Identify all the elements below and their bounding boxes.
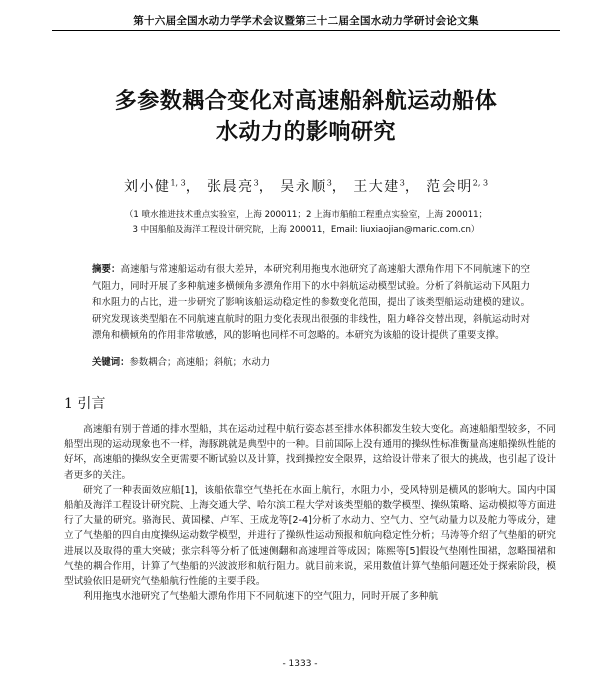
page-number: - 1333 - [282,659,318,669]
paragraph: 高速船有别于普通的排水型船，其在运动过程中航行姿态甚至排水体积都发生较大变化。高速船船型较多，不同船型出现的运动现象也不一样，海豚跳就是典型中的一种。目前国际上没有通用的操纵性标准衡量高速船操纵性能的好坏，高速船的操纵安全更需要不断试验以及计算，找到操控安全限界，这给设计带来了很大的挑战，也引起了设计者更多的关注。 [64,424,556,481]
running-header: 第十六届全国水动力学学术会议暨第三十二届全国水动力学研讨会论文集 [133,15,479,27]
author-affil-sup: 3 [326,178,332,188]
keywords-label: 关键词： [92,357,130,368]
abstract [92,262,530,345]
affiliation-line-2: 3 中国船舶及海洋工程设计研究院，上海 200011，Email: liuxiaojian@maric.com.cn） [132,225,480,235]
affiliations [60,208,552,238]
author-list: 刘小健$^{1, 3}$， 张晨亮$^3$， 吴永顺$^3$， 王大建$^3$， 范会明$^{2, 3}$ [123,178,489,195]
title-line-1: 多参数耦合变化对高速船斜航运动船体 [114,89,498,114]
affiliation-line-1: （1 喷水推进技术重点实验室，上海 200011；2 上海市船舶工程重点实验室，上海 200011； [124,210,488,220]
author-affil-sup: 2, 3 [472,178,489,188]
header-rule [52,30,560,31]
author-name: 范会明 [426,179,473,195]
section-heading-introduction: 1 引言 [64,396,106,412]
paragraph: 研究了一种表面效应船[1]，该船依靠空气垫托在水面上航行，水阻力小，受风特别是横风的影响大。国内中国船舶及海洋工程设计研究院、上海交通大学、哈尔滨工程大学对该类型船的数学模型、操纵策略、运动模拟等方面进行了大量的研究。骆海民、黄国樑、卢军、王成龙等[2-4]分析了水动力、空气力、空气动量力以及舵力等成分，建立了气垫船的四自由度操纵运动数学模型，并进行了操纵性运动预报和航向稳定性分析；马涛等介绍了气垫船的研究进展以及取得的重大突破；张宗科等分析了低速侧翻和高速埋首等成因；陈熙等[5]假设气垫刚性围裙，忽略围裙和气垫的耦合作用，计算了气垫船的兴波波形和航行阻力。就目前来说，采用数值计算气垫船问题还处于探索阶段，模型试验依旧是研究气垫船航行性能的主要手段。 [64,484,556,588]
keywords [92,354,530,368]
author-name: 刘小健 [123,179,171,195]
author-name: 王大建 [353,179,400,195]
body-text [64,422,556,604]
author-name: 张晨亮 [207,179,254,195]
author-affil-sup: 3 [399,178,405,188]
abstract-text: 高速船与常速船运动有很大差异，本研究利用拖曳水池研究了高速船大漂角作用下不同航速下的空气阻力，同时开展了多种航速多横倾角多漂角作用下的水中斜航运动模型试验。分析了斜航运动下风阻力和水阻力的占比，进一步研究了影响该船运动稳定性的参数变化范围，提出了该类型船运动建模的建议。研究发现该类型船在不同航速直航时的阻力变化表现出很强的非线性，阻力峰谷交替出现，斜航运动时对漂角和横倾角的作用非常敏感，风的影响也同样不可忽略的。本研究为该船的设计提供了重要支撑。 [92,264,530,341]
title-line-2: 水动力的影响研究 [215,120,396,145]
author-affil-sup: 1, 3 [170,178,186,188]
author-name: 吴永顺 [280,179,327,195]
abstract-label: 摘要： [92,264,121,275]
author-affil-sup: 3 [253,178,259,188]
keywords-text: 参数耦合；高速船；斜航；水动力 [129,357,271,368]
paper-title [60,86,552,148]
paragraph: 利用拖曳水池研究了气垫船大漂角作用下不同航速下的空气阻力，同时开展了多种航 [83,591,439,603]
